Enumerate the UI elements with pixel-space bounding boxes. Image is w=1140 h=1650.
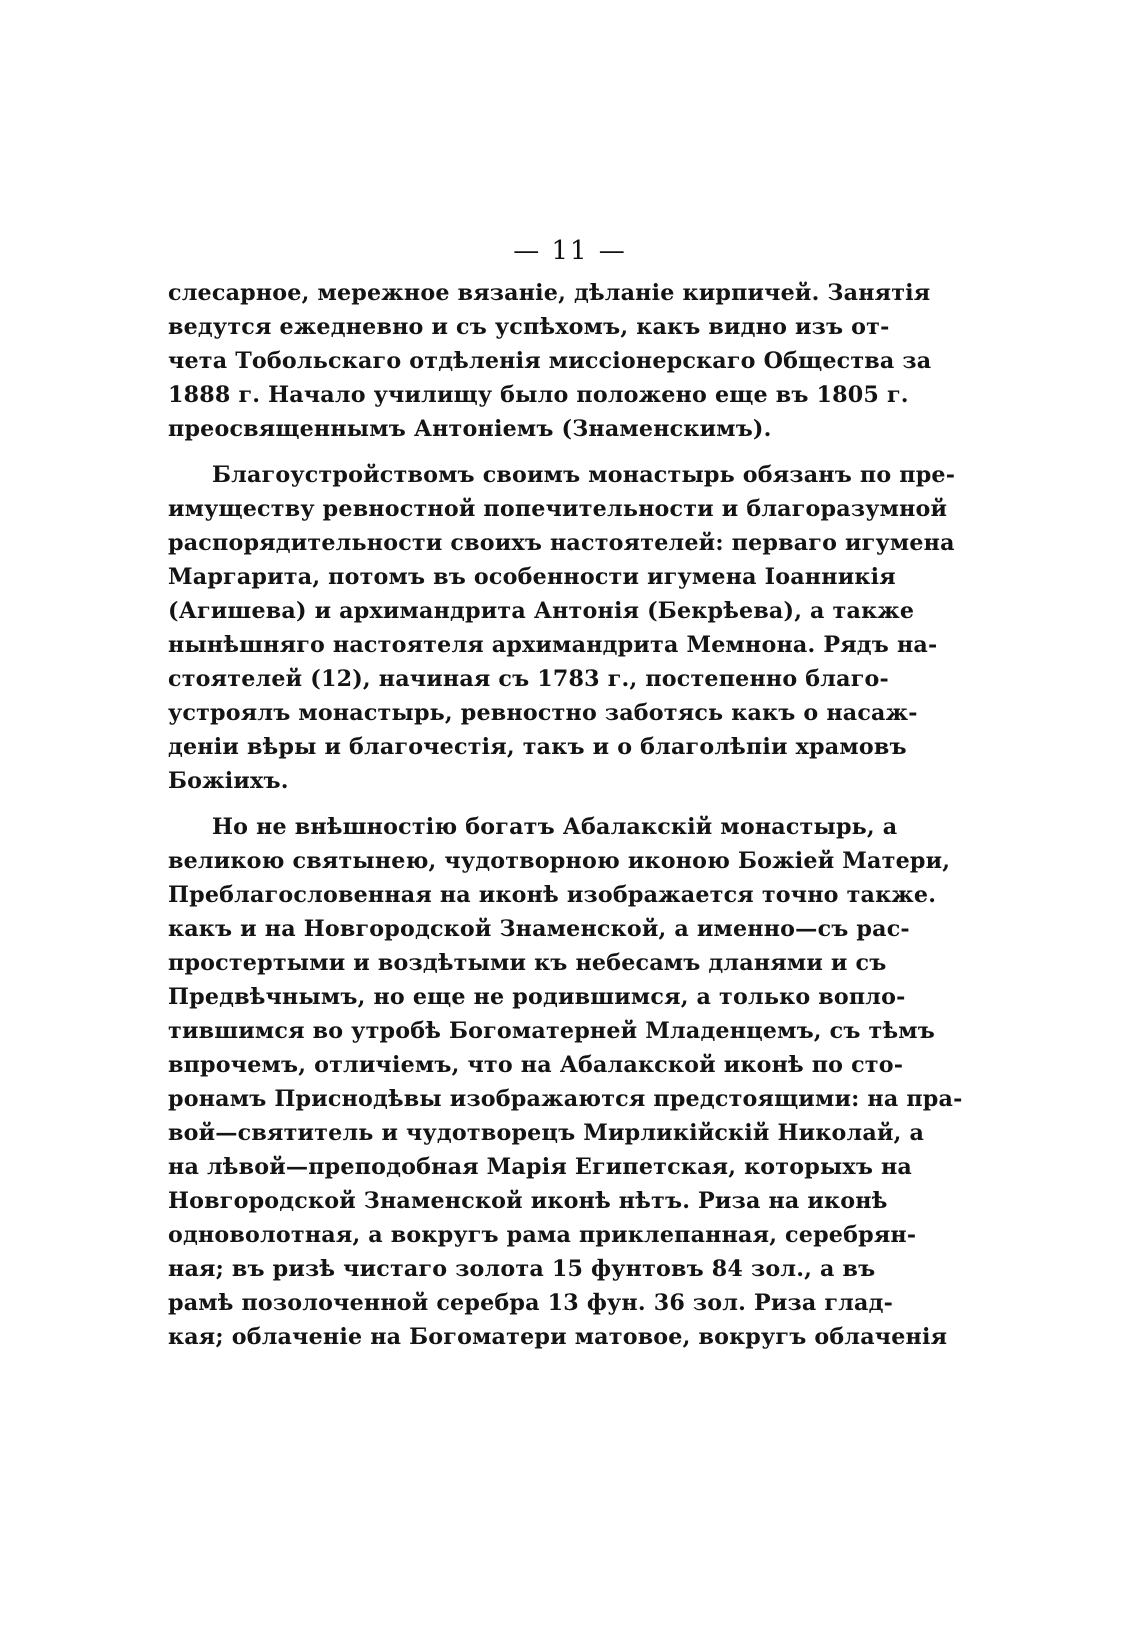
text-line: деніи вѣры и благочестія, такъ и о благолѣпіи храмовъ xyxy=(168,734,907,760)
text-line: нынѣшняго настоятеля архимандрита Мемнона. Рядъ на- xyxy=(168,632,938,658)
text-line: Предвѣчнымъ, но еще не родившимся, а только вопло- xyxy=(168,984,906,1010)
paragraph-2 xyxy=(168,458,956,798)
text-line: Преблагословенная на иконѣ изображается точно также. xyxy=(168,882,937,908)
text-line: слесарное, мережное вязаніе, дѣланіе кирпичей. Занятія xyxy=(168,280,931,306)
text-line: устроялъ монастырь, ревностно заботясь какъ о насаж- xyxy=(168,700,918,726)
text-line: простертыми и воздѣтыми къ небесамъ дланями и съ xyxy=(168,950,887,976)
text-line: Маргарита, потомъ въ особенности игумена Іоанникія xyxy=(168,564,896,590)
text-line: чета Тобольскаго отдѣленія миссіонерскаго Общества за xyxy=(168,348,932,374)
text-line: Благоустройствомъ своимъ монастырь обязанъ по пре- xyxy=(212,462,956,488)
text-line: (Агишева) и архимандрита Антонія (Бекрѣева), а также xyxy=(168,598,915,624)
text-line: какъ и на Новгородской Знаменской, а именно—съ рас- xyxy=(168,916,910,942)
text-line: вой—святитель и чудотворецъ Мирликійскій Николай, а xyxy=(168,1120,925,1146)
text-line: ная; въ ризѣ чистаго золота 15 фунтовъ 84 зол., а въ xyxy=(168,1256,876,1282)
text-line: Новгородской Знаменской иконѣ нѣтъ. Риза на иконѣ xyxy=(168,1188,888,1214)
text-line: преосвященнымъ Антоніемъ (Знаменскимъ). xyxy=(168,416,772,442)
body-text xyxy=(168,276,963,1354)
text-line: тившимся во утробѣ Богоматерней Младенцемъ, съ тѣмъ xyxy=(168,1018,935,1044)
paragraph-1 xyxy=(168,276,932,446)
text-line: впрочемъ, отличіемъ, что на Абалакской иконѣ по сто- xyxy=(168,1052,904,1078)
text-line: распорядительности своихъ настоятелей: перваго игумена xyxy=(168,530,955,556)
text-line: великою святынею, чудотворною иконою Божіей Матери, xyxy=(168,848,951,874)
text-line: 1888 г. Начало училищу было положено еще въ 1805 г. xyxy=(168,382,909,408)
text-line: на лѣвой—преподобная Марія Египетская, которыхъ на xyxy=(168,1154,912,1180)
page-number: — 11 — xyxy=(513,236,627,266)
text-line: Божіихъ. xyxy=(168,768,289,794)
text-line: Но не внѣшностію богатъ Абалакскій монастырь, а xyxy=(212,814,898,840)
text-line: стоятелей (12), начиная съ 1783 г., постепенно благо- xyxy=(168,666,889,692)
text-line: ронамъ Приснодѣвы изображаются предстоящими: на пра- xyxy=(168,1086,963,1112)
text-line: кая; облаченіе на Богоматери матовое, вокругъ облаченія xyxy=(168,1324,948,1350)
text-line: рамѣ позолоченной серебра 13 фун. 36 зол. Риза глад- xyxy=(168,1290,893,1316)
text-line: одноволотная, а вокругъ рама приклепанная, серебрян- xyxy=(168,1222,917,1248)
text-line: ведутся ежедневно и съ успѣхомъ, какъ видно изъ от- xyxy=(168,314,890,340)
paragraph-3 xyxy=(168,810,963,1354)
text-line: имуществу ревностной попечительности и благоразумной xyxy=(168,496,948,522)
